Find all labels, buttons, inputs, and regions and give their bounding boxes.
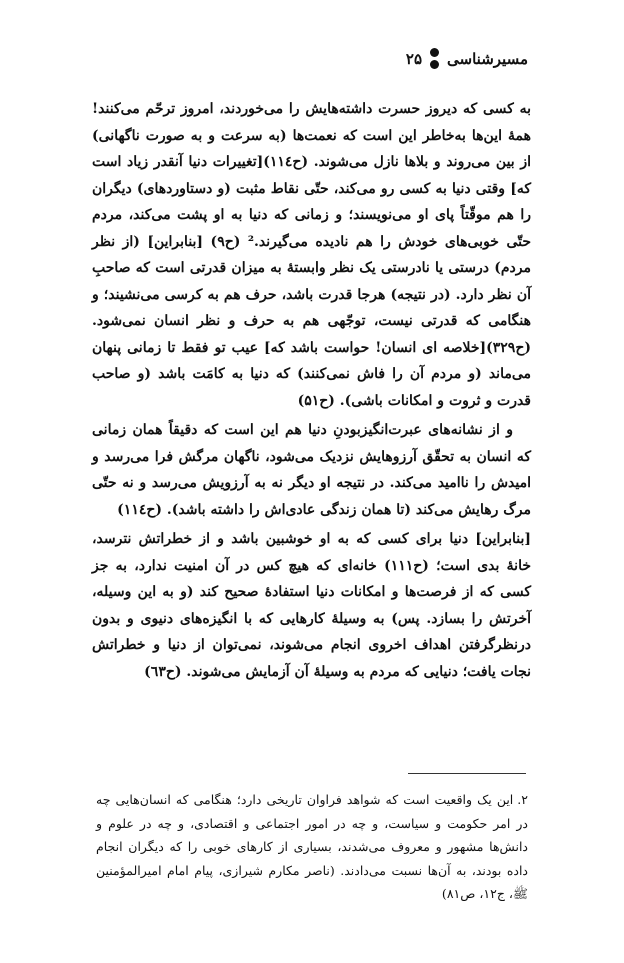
header-title: مسیرشناسی xyxy=(447,49,528,68)
footnote-number: ۲. xyxy=(517,792,528,807)
running-header xyxy=(406,48,528,69)
paragraph-2: و از نشانه‌های عبرت‌انگیزبودنِ دنیا هم این است که دقیقاً همان زمانی که انسان به تحقّق آرزوهایش نزدیک می‌شود، ناگهان مرگش فرا می‌رسد و امیدش را ناامید می‌کند. در نتیجه او دیگر نه به آرزویش می‌رسد و نه حتّی مرگ رهایش می‌کند (تا همان زندگی عادی‌اش را داشته باشد). (ح۱۱٤) xyxy=(92,422,531,518)
header-separator-dots-icon xyxy=(430,48,439,69)
paragraph-3: [بنابراین] دنیا برای کسی که به او خوشبین باشد و از خطراتش نترسد، خانهٔ بدی است؛ (ح۱۱۱) خانه‌ای که هیچ کس در آن امنیت ندارد، به جز کسی که از فرصت‌ها و امکانات دنیا استفادهٔ صحیح کند (و به این وسیله، آخرتش را بسازد. پس) به وسیلهٔ کارهایی که با انگیزه‌های دنیوی و بدون درنظرگرفتن اهداف اخروی انجام می‌شوند، نمی‌توان از دنیا و خطراتش نجات یافت؛ دنیایی که مردم به وسیلهٔ آن آزمایش می‌شوند. (ح٦٣) xyxy=(92,531,531,680)
main-text xyxy=(92,96,531,685)
paragraph-1: به کسی که دیروز حسرت داشته‌هایش را می‌خوردند، امروز ترحّم می‌کنند! همهٔ این‌ها به‌خاطر این است که نعمت‌ها (به سرعت و به صورت ناگهانی) از بین می‌روند و بلاها نازل می‌شوند. (ح۱۱٤)[تغییرات دنیا آنقدر زیاد است که] وقتی دنیا به کسی رو می‌کند، حتّی نقاط مثبت (و دستاوردهای) دیگران را هم موقّتاً پای او می‌نویسند؛ و زمانی که دنیا به او پشت می‌کند، مردم حتّی خوبی‌های خودش را هم نادیده می‌گیرند.² (ح۹) [بنابراین] (از نظر مردم) درستی یا نادرستی یک نظر وابستهٔ به میزان قدرتی است که صاحبِ آن نظر دارد. (در نتیجه) هرجا قدرت باشد، حرف هم به کرسی می‌نشیند؛ و هنگامی که قدرتی نیست، توجّهی هم به حرف و نظر انسان نمی‌شود. (ح۳۲۹)[خلاصه ای انسان! حواست باشد که] عیب تو فقط تا زمانی پنهان می‌ماند (و مردم آن را فاش نمی‌کنند) که دنیا به کامَت باشد (و صاحب قدرت و ثروت و امکانات باشی). (ح۵۱) xyxy=(92,101,531,409)
footnote-divider xyxy=(408,773,526,774)
footnote xyxy=(96,788,528,906)
page-number: ۲۵ xyxy=(405,49,423,68)
footnote-text: این یک واقعیت است که شواهد فراوان تاریخی دارد؛ هنگامی که انسان‌هایی چه در امر حکومت و سیاست، و چه در امور اجتماعی و اقتصادی، و چه در علوم و دانش‌ها مشهور و معروف می‌شدند، بسیاری از کارهای خوبی را که دیگران انجام داده بودند، به آن‌ها نسبت می‌دادند. (ناصر مکارم شیرازی، پیام امام امیرالمؤمنین ﷺ، ج۱۲، ص۸۱) xyxy=(96,792,528,901)
